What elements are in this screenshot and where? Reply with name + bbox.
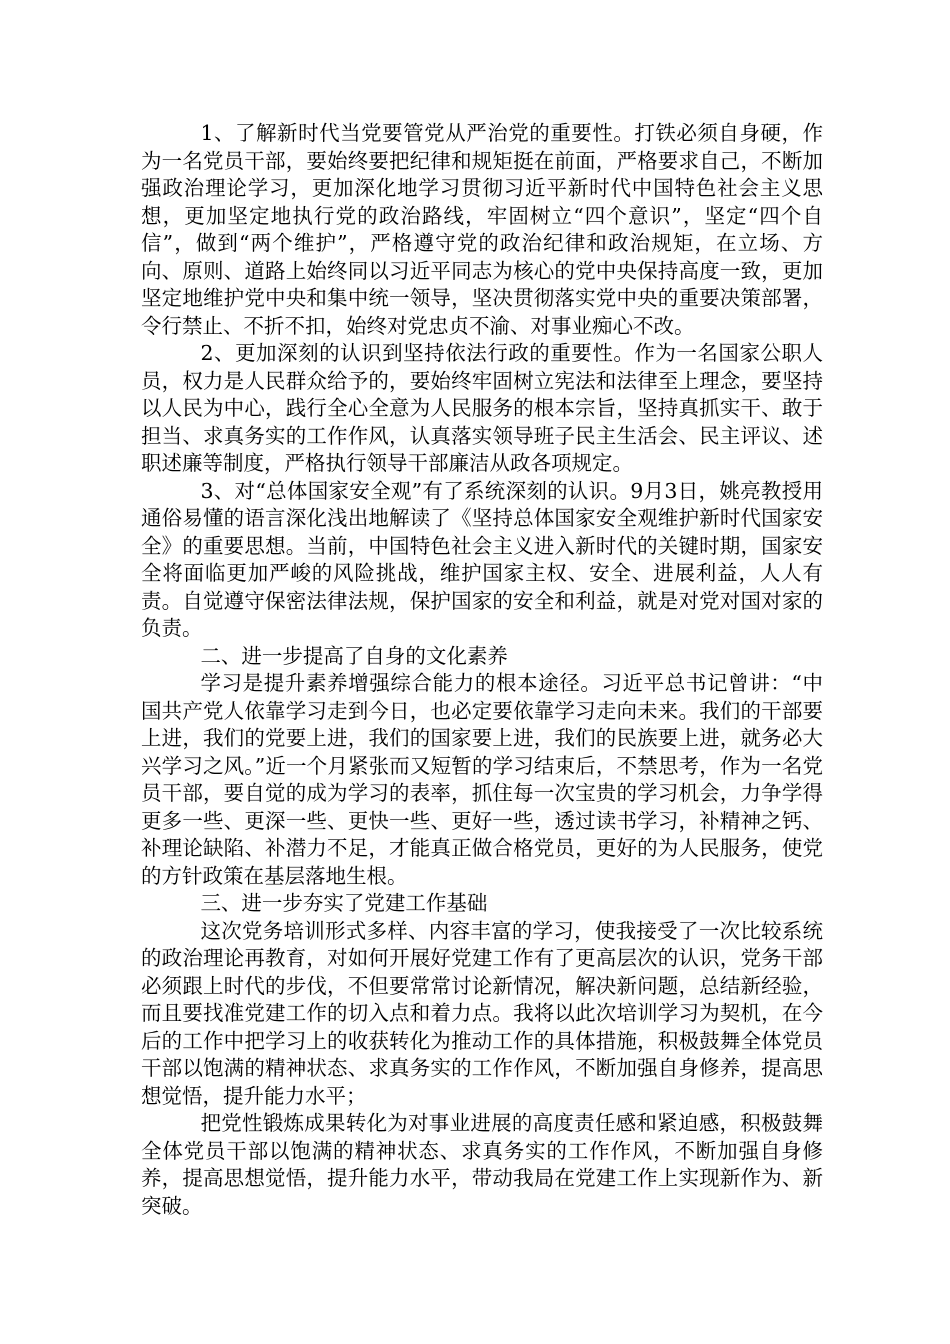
document-body	[141, 120, 823, 1220]
section-heading-culture: 二、进一步提高了自身的文化素养	[200, 643, 508, 668]
section-heading-party-building: 三、进一步夯实了党建工作基础	[200, 891, 488, 915]
paragraph-national-security: 3、对“总体国家安全观”有了系统深刻的认识。9月3日，姚亮教授用通俗易懂的语言深化浅出地解读了《坚持总体国家安全观维护新时代国家安全》的重要思想。当前，中国特色社会主义进入新时代的关键时期，国家安全将面临更加严峻的风险挑战，维护国家主权、安全、进展利益，人人有责。自觉遵守保密法律法规，保护国家的安全和利益，就是对党对国对家的负责。	[141, 478, 823, 640]
paragraph-rule-of-law: 2、更加深刻的认识到坚持依法行政的重要性。作为一名国家公职人员，权力是人民群众给予的，要始终牢固树立宪法和法律至上理念，要坚持以人民为中心，践行全心全意为人民服务的根本宗旨，坚持真抓实干、敢于担当、求真务实的工作作风，认真落实领导班子民主生活会、民主评议、述职述廉等制度，严格执行领导干部廉洁从政各项规定。	[141, 341, 823, 475]
paragraph-training: 这次党务培训形式多样、内容丰富的学习，使我接受了一次比较系统的政治理论再教育，对如何开展好党建工作有了更高层次的认识，党务干部必须跟上时代的步伐，不但要常常讨论新情况，解决新问题，总结新经验，而且要找准党建工作的切入点和着力点。我将以此次培训学习为契机，在今后的工作中把学习上的收获转化为推动工作的具体措施，积极鼓舞全体党员干部以饱满的精神状态、求真务实的工作作风，不断加强自身修养，提高思想觉悟，提升能力水平；	[141, 918, 823, 1108]
paragraph-conclusion: 把党性锻炼成果转化为对事业进展的高度责任感和紧迫感，积极鼓舞全体党员干部以饱满的精神状态、求真务实的工作作风，不断加强自身修养，提高思想觉悟，提升能力水平，带动我局在党建工作上实现新作为、新突破。	[141, 1111, 823, 1218]
paragraph-party-discipline: 1、了解新时代当党要管党从严治党的重要性。打铁必须自身硬，作为一名党员干部，要始终要把纪律和规矩挺在前面，严格要求自己，不断加强政治理论学习，更加深化地学习贯彻习近平新时代中国特色社会主义思想，更加坚定地执行党的政治路线，牢固树立“四个意识”，坚定“四个自信”，做到“两个维护”，严格遵守党的政治纪律和政治规矩，在立场、方向、原则、道路上始终同以习近平同志为核心的党中央保持高度一致，更加坚定地维护党中央和集中统一领导，坚决贯彻落实党中央的重要决策部署，令行禁止、不折不扣，始终对党忠贞不渝、对事业痴心不改。	[141, 121, 823, 338]
paragraph-study: 学习是提升素养增强综合能力的根本途径。习近平总书记曾讲：“中国共产党人依靠学习走到今日，也必定要依靠学习走向未来。我们的干部要上进，我们的党要上进，我们的国家要上进，我们的民族要上进，就务必大兴学习之风。”近一个月紧张而又短暂的学习结束后，不禁思考，作为一名党员干部，要自觉的成为学习的表率，抓住每一次宝贵的学习机会，力争学得更多一些、更深一些、更快一些、更好一些，透过读书学习，补精神之钙、补理论缺陷、补潜力不足，才能真正做合格党员，更好的为人民服务，使党的方针政策在基层落地生根。	[141, 671, 823, 888]
